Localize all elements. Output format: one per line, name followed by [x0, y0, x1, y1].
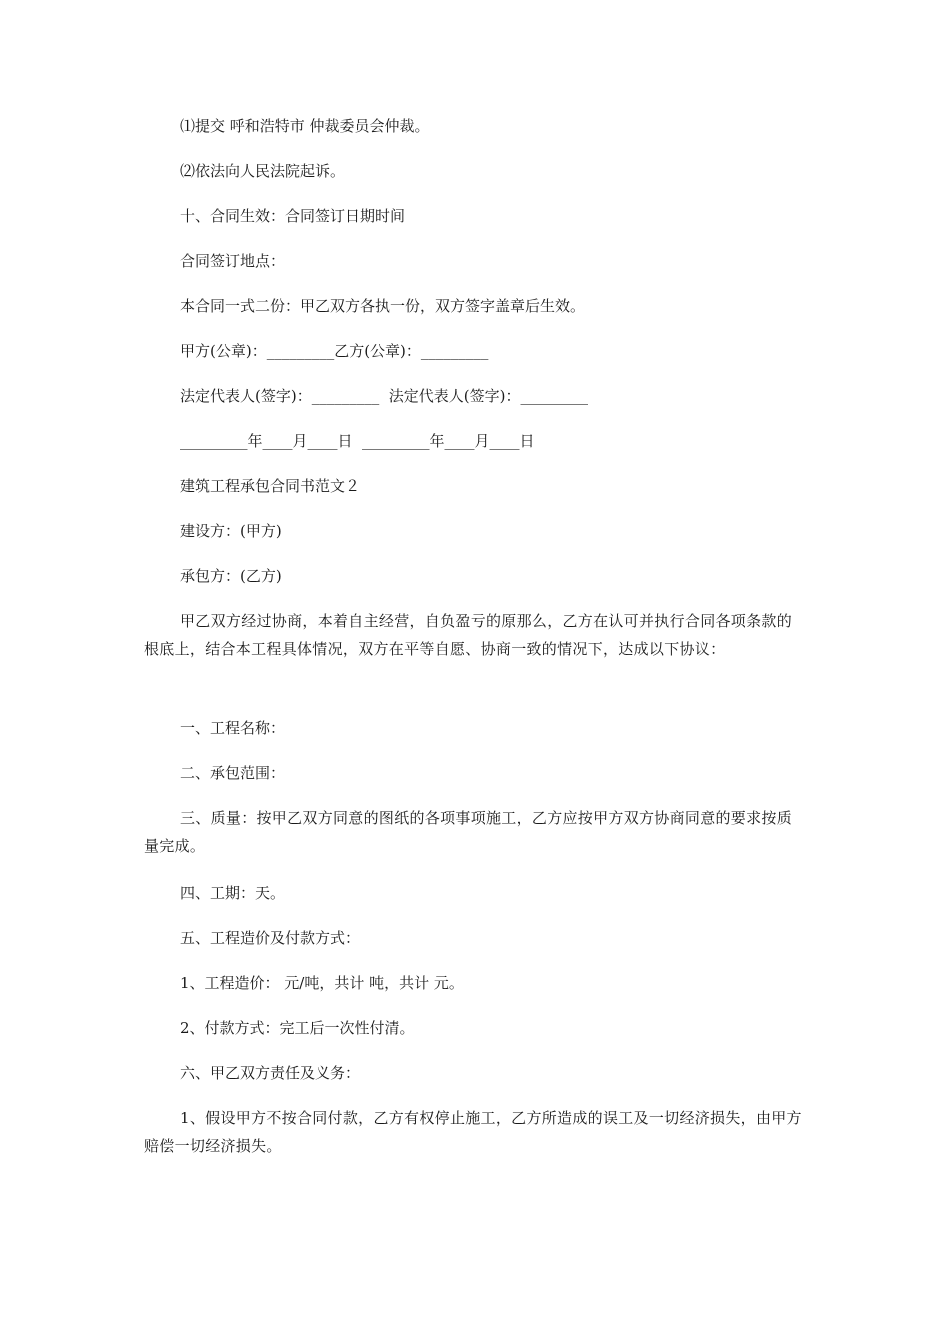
responsibilities-heading: 六、甲乙双方责任及义务： [180, 1064, 361, 1082]
arbitration-clause: ⑴提交 呼和浩特市 仲裁委员会仲裁。 [180, 117, 430, 135]
responsibility-paragraph-1: 1、假设甲方不按合同付款，乙方有权停止施工，乙方所造成的误工及一切经济损失，由甲方赔偿一切经济损失。 [144, 1109, 802, 1155]
payment-method-line: 2、付款方式：完工后一次性付清。 [180, 1019, 415, 1037]
litigation-clause: ⑵依法向人民法院起诉。 [180, 162, 346, 180]
party-b-line: 承包方：(乙方) [180, 567, 282, 585]
copies-clause: 本合同一式二份：甲乙双方各执一份，双方签字盖章后生效。 [180, 297, 586, 315]
signing-place: 合同签订地点： [180, 252, 286, 270]
sample-title: 建筑工程承包合同书范文２ [180, 477, 361, 495]
project-name-heading: 一、工程名称： [180, 719, 286, 737]
cost-payment-heading: 五、工程造价及付款方式： [180, 929, 361, 947]
seal-line: 甲方(公章)：_________乙方(公章)：_________ [180, 342, 489, 360]
representative-signature-line: 法定代表人(签字)：_________ 法定代表人(签字)：_________ [180, 387, 588, 405]
scope-heading: 二、承包范围： [180, 764, 286, 782]
project-cost-line: 1、工程造价： 元/吨，共计 吨，共计 元。 [180, 974, 464, 992]
quality-paragraph: 三、质量：按甲乙双方同意的图纸的各项事项施工，乙方应按甲方双方协商同意的要求按质量完成。 [144, 809, 793, 855]
duration-heading: 四、工期：天。 [180, 884, 286, 902]
preamble-paragraph: 甲乙双方经过协商，本着自主经营，自负盈亏的原那么，乙方在认可并执行合同各项条款的根底上，结合本工程具体情况，双方在平等自愿、协商一致的情况下，达成以下协议： [144, 612, 793, 658]
date-line: _________年____月____日 _________年____月____日 [180, 432, 535, 450]
contract-effective-heading: 十、合同生效：合同签订日期时间 [180, 207, 406, 225]
party-a-line: 建设方：(甲方) [180, 522, 282, 540]
